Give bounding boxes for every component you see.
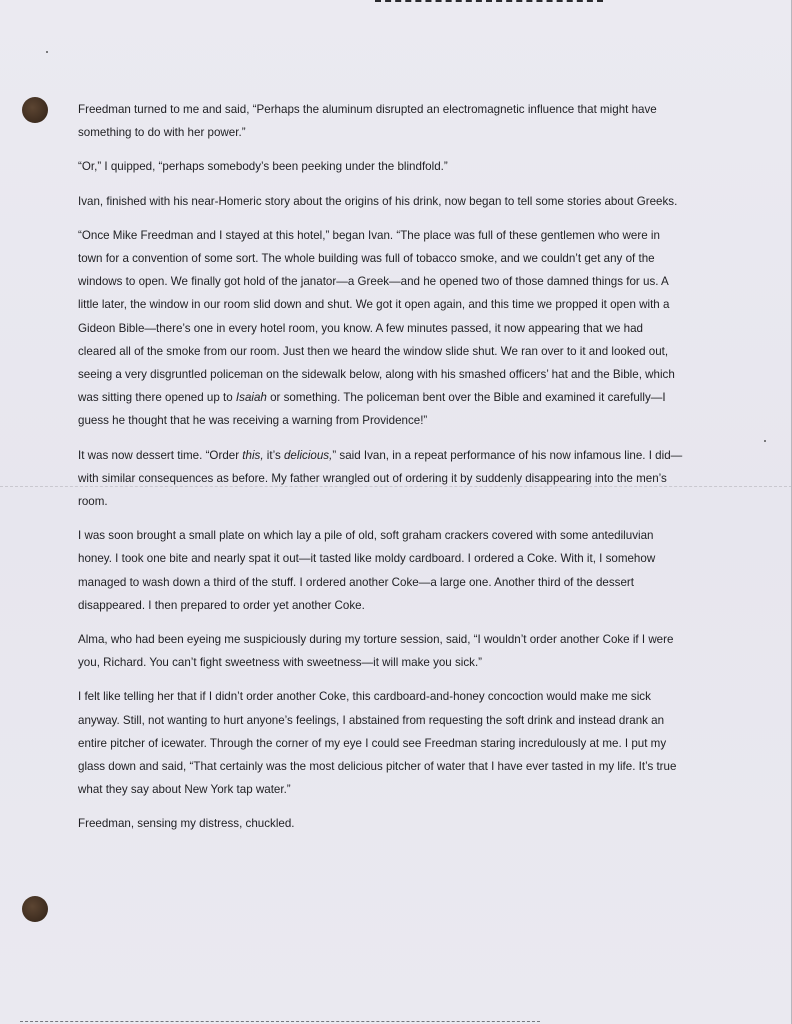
punch-hole-bottom [22, 896, 48, 922]
punch-hole-top [22, 97, 48, 123]
paragraph: Alma, who had been eyeing me suspiciously during my torture session, said, “I wouldn’t order another Coke if I were you, Richard. You can’t fight sweetness with sweetness—it will make you sick.” [78, 633, 674, 670]
paragraph: I was soon brought a small plate on which lay a pile of old, soft graham crackers covered with some antediluvian honey. I took one bite and nearly spat it out—it tasted like moldy cardboard. I ordered a Coke. With it, I somehow managed to wash down a third of the stuff. I ordered another Coke—a large one. Another third of the dessert disappeared. I then prepared to order yet another Coke. [78, 529, 656, 612]
paragraph: “Or,” I quipped, “perhaps somebody’s been peeking under the blindfold.” [78, 160, 448, 174]
scan-speck [764, 440, 766, 442]
italic-text: Isaiah [235, 391, 267, 405]
paragraph [78, 224, 684, 433]
paragraph: I felt like telling her that if I didn’t order another Coke, this cardboard-and-honey concoction would make me sick anyway. Still, not wanting to hurt anyone’s feelings, I abstained from requesting the soft drink and instead drank an entire pitcher of icewater. Through the corner of my eye I could see Freedman staring incredulously at me. I put my glass down and said, “That certainly was the most delicious pitcher of water that I have ever tasted in my life. It’s true what they say about New York tap water.” [78, 690, 677, 797]
text-run: it’s [263, 448, 284, 462]
italic-text: delicious, [283, 448, 333, 462]
scan-speck [46, 51, 48, 53]
bottom-edge-rule [20, 1021, 540, 1023]
paragraph [78, 444, 684, 514]
italic-text: this, [242, 448, 264, 462]
paragraph: Freedman, sensing my distress, chuckled. [78, 817, 295, 831]
text-run: or something. The policeman bent over the Bible and examined it carefully—I guess he thought that he was receiving a warning from Providence!” [78, 391, 666, 428]
text-run: It was now dessert time. “Order [78, 448, 243, 462]
body-text [78, 98, 684, 847]
text-run: “Once Mike Freedman and I stayed at this hotel,” began Ivan. “The place was full of these gentlemen who were in town for a convention of some sort. The whole building was full of tobacco smoke, and we couldn’t get any of the windows to open. We finally got hold of the janator—a Greek—and he opened two of those damned things for us. A little later, the window in our room slid down and shut. We got it open again, and this time we propped it open with a Gideon Bible—there’s one in every hotel room, you know. A few minutes passed, it now appearing that we had cleared all of the smoke from our room. Just then we heard the window slide shut. We ran over to it and looked out, seeing a very disgruntled policeman on the sidewalk below, along with his smashed officers’ hat and the Bible, which was sitting there opened up to [78, 228, 675, 405]
paragraph: Ivan, finished with his near-Homeric story about the origins of his drink, now began to tell some stories about Greeks. [78, 194, 678, 208]
top-edge-rule [375, 0, 603, 4]
paragraph: Freedman turned to me and said, “Perhaps the aluminum disrupted an electromagnetic influence that might have something to do with her power.” [78, 103, 657, 140]
text-run: ” said Ivan, in a repeat performance of his now infamous line. I did—with similar consequences as before. My father wrangled out of ordering it by suddenly disappearing into the men’s room. [78, 448, 683, 509]
